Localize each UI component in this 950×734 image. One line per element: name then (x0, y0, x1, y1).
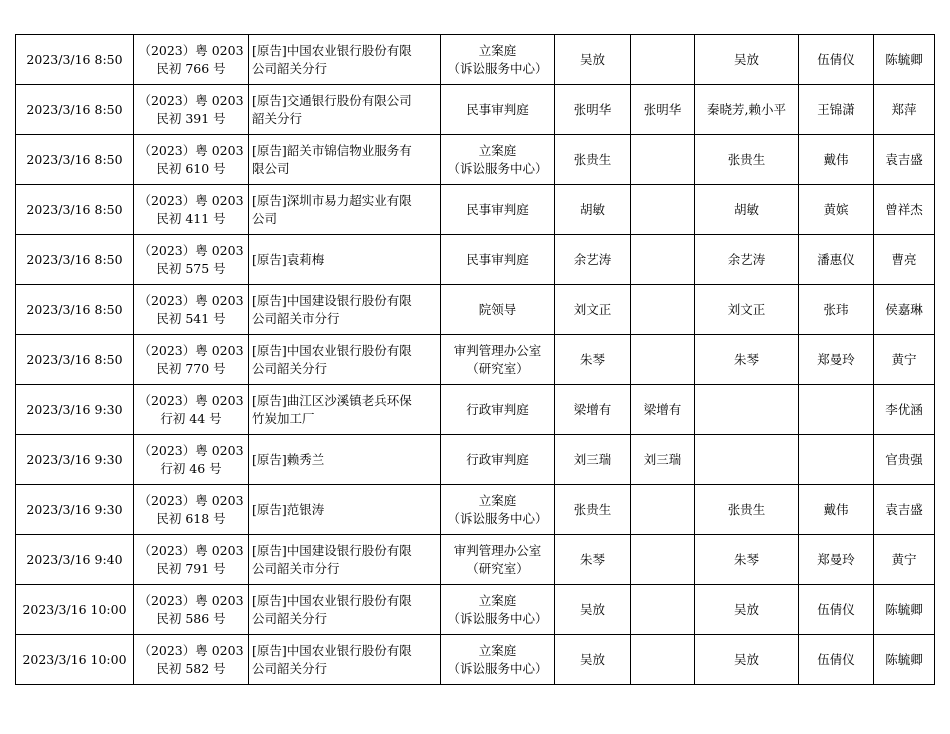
judge-cell (555, 185, 631, 235)
judge-cell (555, 335, 631, 385)
panel-members-cell (695, 185, 799, 235)
case-number-text: 民初 610 号 (156, 160, 226, 176)
party-text: [原告]赖秀兰 (252, 451, 325, 467)
party-text: 公司韶关分行 (252, 360, 328, 376)
panel-members-text: 吴放 (733, 51, 759, 67)
panel-members-cell (695, 235, 799, 285)
judge-cell (555, 85, 631, 135)
panel-members-cell (695, 85, 799, 135)
hearing-time-cell (16, 285, 134, 335)
department-cell (441, 335, 555, 385)
judge-text: 朱琴 (579, 351, 605, 367)
judge-cell (555, 585, 631, 635)
party-text: [原告]中国建设银行股份有限 (252, 542, 412, 558)
panel-members-text: 吴放 (733, 601, 759, 617)
assistant-cell (874, 485, 935, 535)
assistant-text: 郑萍 (891, 101, 917, 117)
clerk-cell (799, 85, 874, 135)
presiding-judge-text: 张明华 (643, 101, 682, 117)
party-cell (249, 335, 441, 385)
case-number-text: （2023）粤 0203 (138, 342, 244, 358)
panel-members-text: 张贵生 (727, 151, 766, 167)
party-cell (249, 635, 441, 685)
clerk-text: 戴伟 (823, 501, 849, 517)
party-text: [原告]中国农业银行股份有限 (252, 592, 412, 608)
party-text: [原告]曲江区沙溪镇老兵环保 (252, 392, 412, 408)
judge-text: 胡敏 (579, 201, 605, 217)
presiding-judge-cell (631, 585, 695, 635)
party-cell (249, 135, 441, 185)
hearing-time-text: 2023/3/16 10:00 (22, 601, 127, 617)
hearing-time-text: 2023/3/16 8:50 (26, 301, 123, 317)
table-row (16, 85, 935, 135)
department-cell (441, 585, 555, 635)
assistant-text: 陈毓卿 (885, 651, 923, 667)
judge-text: 张贵生 (573, 151, 612, 167)
case-number-text: 民初 586 号 (156, 610, 226, 626)
hearing-time-text: 2023/3/16 9:30 (26, 401, 123, 417)
assistant-cell (874, 135, 935, 185)
department-text: 民事审判庭 (466, 251, 529, 267)
department-cell (441, 235, 555, 285)
case-number-cell (134, 385, 249, 435)
judge-text: 张贵生 (573, 501, 612, 517)
department-cell (441, 135, 555, 185)
case-number-cell (134, 335, 249, 385)
case-number-text: 民初 618 号 (156, 510, 226, 526)
party-text: 公司韶关市分行 (252, 310, 340, 326)
presiding-judge-cell (631, 535, 695, 585)
hearing-schedule-table (15, 34, 935, 685)
hearing-time-text: 2023/3/16 8:50 (26, 51, 123, 67)
department-cell (441, 435, 555, 485)
clerk-text: 郑曼玲 (817, 351, 855, 367)
hearing-time-cell (16, 435, 134, 485)
case-number-text: （2023）粤 0203 (138, 292, 244, 308)
party-text: 公司 (252, 210, 278, 226)
case-number-text: 民初 391 号 (156, 110, 226, 126)
hearing-time-text: 2023/3/16 9:30 (26, 451, 123, 467)
case-number-cell (134, 485, 249, 535)
case-number-text: 行初 44 号 (160, 410, 222, 426)
hearing-time-text: 2023/3/16 8:50 (26, 251, 123, 267)
judge-text: 刘三瑞 (573, 451, 612, 467)
clerk-cell (799, 385, 874, 435)
party-cell (249, 235, 441, 285)
department-cell (441, 385, 555, 435)
case-number-cell (134, 285, 249, 335)
party-text: 竹炭加工厂 (252, 410, 315, 426)
party-text: [原告]深圳市易力超实业有限 (252, 192, 412, 208)
panel-members-text: 秦晓芳,赖小平 (707, 101, 786, 117)
clerk-text: 伍倩仪 (817, 601, 855, 617)
assistant-text: 曾祥杰 (885, 201, 923, 217)
case-number-text: （2023）粤 0203 (138, 242, 244, 258)
case-number-text: 民初 766 号 (156, 60, 226, 76)
department-text: 民事审判庭 (466, 201, 529, 217)
party-cell (249, 35, 441, 85)
case-number-cell (134, 235, 249, 285)
case-number-text: （2023）粤 0203 (138, 392, 244, 408)
table-row (16, 135, 935, 185)
table-row (16, 385, 935, 435)
presiding-judge-cell (631, 35, 695, 85)
case-number-cell (134, 35, 249, 85)
department-cell (441, 85, 555, 135)
judge-cell (555, 285, 631, 335)
department-text: （研究室） (466, 560, 529, 576)
clerk-cell (799, 485, 874, 535)
case-number-text: （2023）粤 0203 (138, 542, 244, 558)
hearing-time-cell (16, 135, 134, 185)
presiding-judge-cell (631, 485, 695, 535)
panel-members-cell (695, 35, 799, 85)
assistant-text: 陈毓卿 (885, 601, 923, 617)
presiding-judge-cell (631, 435, 695, 485)
panel-members-cell (695, 385, 799, 435)
department-text: 审判管理办公室 (453, 342, 542, 358)
assistant-text: 黄宁 (891, 551, 917, 567)
department-text: 立案庭 (478, 142, 517, 158)
judge-cell (555, 635, 631, 685)
assistant-text: 侯嘉琳 (885, 301, 923, 317)
department-cell (441, 635, 555, 685)
judge-text: 刘文正 (573, 301, 612, 317)
case-number-text: （2023）粤 0203 (138, 592, 244, 608)
judge-cell (555, 535, 631, 585)
case-number-text: （2023）粤 0203 (138, 192, 244, 208)
assistant-text: 袁吉盛 (885, 501, 923, 517)
clerk-text: 伍倩仪 (817, 51, 855, 67)
department-text: 立案庭 (478, 42, 517, 58)
department-text: （诉讼服务中心） (447, 160, 548, 176)
hearing-time-cell (16, 185, 134, 235)
presiding-judge-cell (631, 185, 695, 235)
judge-cell (555, 485, 631, 535)
presiding-judge-cell (631, 285, 695, 335)
presiding-judge-cell (631, 235, 695, 285)
hearing-time-text: 2023/3/16 8:50 (26, 351, 123, 367)
case-number-cell (134, 435, 249, 485)
panel-members-text: 刘文正 (727, 301, 766, 317)
case-number-cell (134, 585, 249, 635)
panel-members-cell (695, 435, 799, 485)
presiding-judge-cell (631, 335, 695, 385)
panel-members-text: 吴放 (733, 651, 759, 667)
clerk-cell (799, 135, 874, 185)
clerk-text: 张玮 (823, 301, 849, 317)
assistant-cell (874, 535, 935, 585)
assistant-cell (874, 285, 935, 335)
party-cell (249, 185, 441, 235)
department-text: （研究室） (466, 360, 529, 376)
department-text: （诉讼服务中心） (447, 610, 548, 626)
judge-cell (555, 435, 631, 485)
party-text: 限公司 (252, 160, 290, 176)
assistant-text: 李优涵 (885, 401, 923, 417)
hearing-time-cell (16, 635, 134, 685)
case-number-cell (134, 185, 249, 235)
table-row (16, 285, 935, 335)
judge-text: 吴放 (579, 651, 605, 667)
case-number-text: 民初 582 号 (156, 660, 226, 676)
assistant-text: 袁吉盛 (885, 151, 923, 167)
assistant-cell (874, 35, 935, 85)
clerk-text: 黄嫔 (823, 201, 849, 217)
department-text: 审判管理办公室 (453, 542, 542, 558)
table-row (16, 335, 935, 385)
department-cell (441, 285, 555, 335)
assistant-text: 曹亮 (891, 251, 917, 267)
panel-members-cell (695, 335, 799, 385)
clerk-cell (799, 285, 874, 335)
table-row (16, 435, 935, 485)
table-row (16, 185, 935, 235)
party-text: [原告]交通银行股份有限公司 (252, 92, 412, 108)
party-cell (249, 385, 441, 435)
department-text: 行政审判庭 (466, 451, 529, 467)
judge-cell (555, 35, 631, 85)
clerk-cell (799, 185, 874, 235)
hearing-time-text: 2023/3/16 9:40 (26, 551, 123, 567)
hearing-time-text: 2023/3/16 9:30 (26, 501, 123, 517)
department-text: （诉讼服务中心） (447, 510, 548, 526)
clerk-cell (799, 535, 874, 585)
case-number-text: （2023）粤 0203 (138, 142, 244, 158)
clerk-text: 伍倩仪 (817, 651, 855, 667)
case-number-cell (134, 535, 249, 585)
department-cell (441, 535, 555, 585)
clerk-cell (799, 435, 874, 485)
table-body (16, 35, 935, 685)
case-number-text: 民初 770 号 (156, 360, 226, 376)
case-number-cell (134, 635, 249, 685)
presiding-judge-text: 梁增有 (643, 401, 682, 417)
panel-members-cell (695, 285, 799, 335)
judge-text: 梁增有 (573, 401, 612, 417)
party-text: [原告]中国建设银行股份有限 (252, 292, 412, 308)
case-number-cell (134, 85, 249, 135)
case-number-cell (134, 135, 249, 185)
panel-members-text: 余艺涛 (727, 251, 766, 267)
party-text: 公司韶关分行 (252, 60, 328, 76)
judge-cell (555, 135, 631, 185)
panel-members-cell (695, 585, 799, 635)
presiding-judge-text: 刘三瑞 (643, 451, 682, 467)
party-cell (249, 85, 441, 135)
clerk-cell (799, 335, 874, 385)
table-row (16, 235, 935, 285)
hearing-time-text: 2023/3/16 10:00 (22, 651, 127, 667)
table-row (16, 635, 935, 685)
judge-cell (555, 235, 631, 285)
assistant-cell (874, 635, 935, 685)
assistant-text: 陈毓卿 (885, 51, 923, 67)
hearing-time-cell (16, 585, 134, 635)
case-number-text: （2023）粤 0203 (138, 492, 244, 508)
panel-members-text: 朱琴 (733, 351, 759, 367)
presiding-judge-cell (631, 135, 695, 185)
judge-text: 吴放 (579, 51, 605, 67)
party-text: [原告]中国农业银行股份有限 (252, 42, 412, 58)
hearing-time-cell (16, 35, 134, 85)
panel-members-text: 朱琴 (733, 551, 759, 567)
assistant-text: 官贵强 (885, 451, 923, 467)
party-text: 公司韶关市分行 (252, 560, 340, 576)
assistant-cell (874, 85, 935, 135)
hearing-time-text: 2023/3/16 8:50 (26, 101, 123, 117)
assistant-text: 黄宁 (891, 351, 917, 367)
hearing-time-cell (16, 535, 134, 585)
clerk-text: 郑曼玲 (817, 551, 855, 567)
table-row (16, 485, 935, 535)
party-text: 公司韶关分行 (252, 610, 328, 626)
hearing-time-cell (16, 485, 134, 535)
case-number-text: 民初 791 号 (156, 560, 226, 576)
department-cell (441, 485, 555, 535)
clerk-text: 王锦潇 (817, 101, 855, 117)
judge-text: 张明华 (573, 101, 612, 117)
hearing-time-cell (16, 335, 134, 385)
party-text: 韶关分行 (252, 110, 303, 126)
table-row (16, 535, 935, 585)
department-text: （诉讼服务中心） (447, 660, 548, 676)
department-text: 立案庭 (478, 592, 517, 608)
party-cell (249, 435, 441, 485)
judge-text: 朱琴 (579, 551, 605, 567)
judge-text: 吴放 (579, 601, 605, 617)
judge-cell (555, 385, 631, 435)
assistant-cell (874, 435, 935, 485)
department-text: 民事审判庭 (466, 101, 529, 117)
party-cell (249, 585, 441, 635)
party-text: 公司韶关分行 (252, 660, 328, 676)
case-number-text: （2023）粤 0203 (138, 642, 244, 658)
case-number-text: 行初 46 号 (160, 460, 222, 476)
department-cell (441, 35, 555, 85)
case-number-text: （2023）粤 0203 (138, 42, 244, 58)
clerk-cell (799, 35, 874, 85)
case-number-text: 民初 411 号 (156, 210, 226, 226)
party-cell (249, 535, 441, 585)
department-text: 院领导 (478, 301, 517, 317)
hearing-time-text: 2023/3/16 8:50 (26, 151, 123, 167)
clerk-text: 戴伟 (823, 151, 849, 167)
panel-members-cell (695, 535, 799, 585)
hearing-time-cell (16, 235, 134, 285)
panel-members-cell (695, 635, 799, 685)
panel-members-cell (695, 135, 799, 185)
case-number-text: （2023）粤 0203 (138, 92, 244, 108)
panel-members-text: 张贵生 (727, 501, 766, 517)
hearing-time-cell (16, 85, 134, 135)
party-text: [原告]中国农业银行股份有限 (252, 342, 412, 358)
clerk-cell (799, 235, 874, 285)
hearing-time-text: 2023/3/16 8:50 (26, 201, 123, 217)
department-text: （诉讼服务中心） (447, 60, 548, 76)
clerk-text: 潘惠仪 (817, 251, 855, 267)
case-number-text: 民初 575 号 (156, 260, 226, 276)
presiding-judge-cell (631, 85, 695, 135)
hearing-time-cell (16, 385, 134, 435)
party-cell (249, 485, 441, 535)
department-cell (441, 185, 555, 235)
case-number-text: 民初 541 号 (156, 310, 226, 326)
assistant-cell (874, 235, 935, 285)
clerk-cell (799, 585, 874, 635)
party-text: [原告]袁莉梅 (252, 251, 325, 267)
assistant-cell (874, 335, 935, 385)
judge-text: 余艺涛 (573, 251, 612, 267)
assistant-cell (874, 385, 935, 435)
party-text: [原告]韶关市锦信物业服务有 (252, 142, 412, 158)
presiding-judge-cell (631, 635, 695, 685)
assistant-cell (874, 185, 935, 235)
party-text: [原告]范银涛 (252, 501, 325, 517)
assistant-cell (874, 585, 935, 635)
panel-members-text: 胡敏 (733, 201, 759, 217)
department-text: 立案庭 (478, 492, 517, 508)
table-row (16, 35, 935, 85)
panel-members-cell (695, 485, 799, 535)
party-cell (249, 285, 441, 335)
department-text: 行政审判庭 (466, 401, 529, 417)
clerk-cell (799, 635, 874, 685)
party-text: [原告]中国农业银行股份有限 (252, 642, 412, 658)
case-number-text: （2023）粤 0203 (138, 442, 244, 458)
department-text: 立案庭 (478, 642, 517, 658)
presiding-judge-cell (631, 385, 695, 435)
table-row (16, 585, 935, 635)
